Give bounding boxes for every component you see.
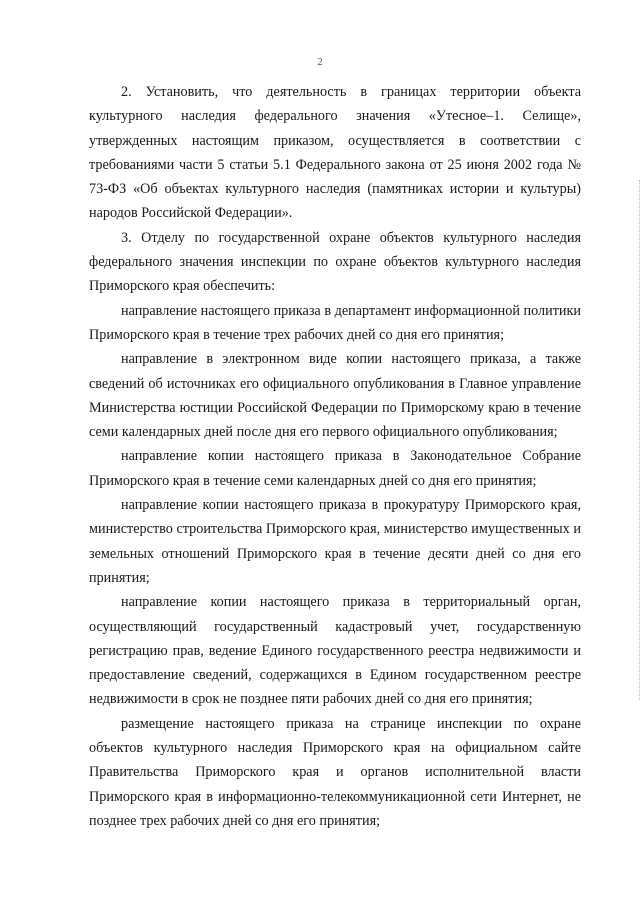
scan-edge-mark: [636, 180, 640, 700]
page-number: 2: [317, 56, 323, 68]
paragraph-ministry-justice: направление в электронном виде копии настоящего приказа, а также сведений об источниках его официального опубликования в Главное управление Министерства юстиции Российской Федерации по Приморскому краю в течение семи календарных дней после дня его первого официального опубликования;: [89, 351, 581, 441]
paragraph-legislative-assembly: направление копии настоящего приказа в Законодательное Собрание Приморского края в течение семи календарных дней со дня его принятия;: [89, 448, 581, 489]
paragraph-info-policy: направление настоящего приказа в департамент информационной политики Приморского края в течение трех рабочих дней со дня его принятия;: [89, 302, 581, 343]
paragraph-prosecutor: направление копии настоящего приказа в прокуратуру Приморского края, министерство строительства Приморского края, министерство имущественных и земельных отношений Приморского края в течение десяти дней со дня его принятия;: [89, 497, 581, 586]
paragraph-website: размещение настоящего приказа на странице инспекции по охране объектов культурного наследия Приморского края на официальном сайте Правительства Приморского края и органов исполнительной власти Приморского края в информационно-телекоммуникационной сети Интернет, не позднее трех рабочих дней со дня его принятия;: [89, 715, 581, 829]
document-body: [89, 80, 581, 833]
paragraph-cadastre: направление копии настоящего приказа в территориальный орган, осуществляющий государственный кадастровый учет, государственную регистрацию прав, ведение Единого государственного реестра недвижимости и предоставление сведений, содержащихся в Едином государственном реестре недвижимости в срок не позднее пяти рабочих дней со дня его принятия;: [89, 594, 581, 708]
paragraph-item-2: 2. Установить, что деятельность в границах территории объекта культурного наследия федерального значения «Утесное–1. Селище», утвержденных настоящим приказом, осуществляется в соответствии с требованиями части 5 статьи 5.1 Федерального закона от 25 июня 2002 года № 73-ФЗ «Об объектах культурного наследия (памятниках истории и культуры) народов Российской Федерации».: [89, 84, 581, 222]
paragraph-item-3: 3. Отделу по государственной охране объектов культурного наследия федерального значения инспекции по охране объектов культурного наследия Приморского края обеспечить:: [89, 229, 581, 295]
